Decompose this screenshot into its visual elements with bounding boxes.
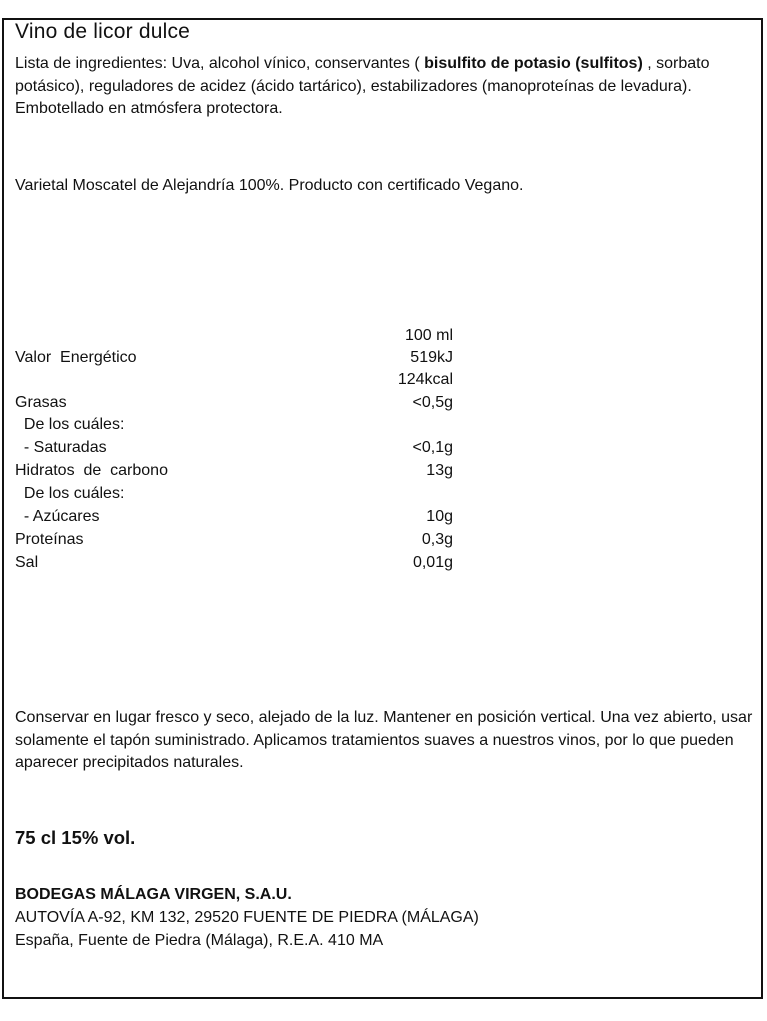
nutrition-row-label: Sal [15, 554, 39, 571]
allergen-text: bisulfito de potasio (sulfitos) [424, 55, 643, 72]
ingredients-text-continued: , sorbato potásico), reguladores de acidez (ácido tartárico), estabilizadores (manoproteínas de levadura). Embotellado en atmósfera protectora. [15, 55, 710, 117]
nutrition-row-label: Hidratos de carbono [15, 462, 168, 479]
nutrition-row-label: De los cuáles: [15, 485, 125, 502]
ingredients-text: Lista de ingredientes: Uva, alcohol vínico, conservantes ( [15, 55, 425, 72]
nutrition-row-label: Valor Energético [15, 349, 137, 366]
nutrition-row-value: 0,3g [421, 531, 453, 548]
company-name: BODEGAS MÁLAGA VIRGEN, S.A.U. [15, 886, 292, 903]
ingredients-list [15, 53, 735, 121]
nutrition-row-label: Grasas [15, 394, 67, 411]
company-registry: España, Fuente de Piedra (Málaga), R.E.A. 410 MA [15, 932, 384, 949]
nutrition-row-label: De los cuáles: [15, 416, 125, 433]
nutrition-row-value: 519kJ [410, 349, 453, 366]
nutrition-row-value: <0,1g [412, 439, 453, 456]
nutrition-row-value: 10g [426, 508, 453, 525]
label-border [2, 18, 763, 999]
nutrition-row-label: Proteínas [15, 531, 84, 548]
volume-alcohol: 75 cl 15% vol. [15, 827, 136, 848]
nutrition-row-value: <0,5g [412, 394, 453, 411]
company-address: AUTOVÍA A-92, KM 132, 29520 FUENTE DE PIEDRA (MÁLAGA) [15, 909, 479, 926]
storage-instructions: Conservar en lugar fresco y seco, alejado de la luz. Mantener en posición vertical. Una vez abierto, usar solamente el tapón suministrado. Aplicamos tratamientos suaves a nuestros vinos, por lo que pueden aparecer precipitados naturales. [15, 709, 753, 771]
nutrition-header: 100 ml [404, 327, 453, 344]
nutrition-row-value: 0,01g [412, 554, 453, 571]
nutrition-row-value: 13g [426, 462, 453, 479]
nutrition-row-label: - Saturadas [15, 439, 107, 456]
varietal-statement: Varietal Moscatel de Alejandría 100%. Producto con certificado Vegano. [15, 177, 524, 194]
nutrition-row-label: - Azúcares [15, 508, 100, 525]
nutrition-row-value: 124kcal [397, 371, 453, 388]
product-title: Vino de licor dulce [15, 20, 191, 43]
company-info [15, 883, 479, 952]
